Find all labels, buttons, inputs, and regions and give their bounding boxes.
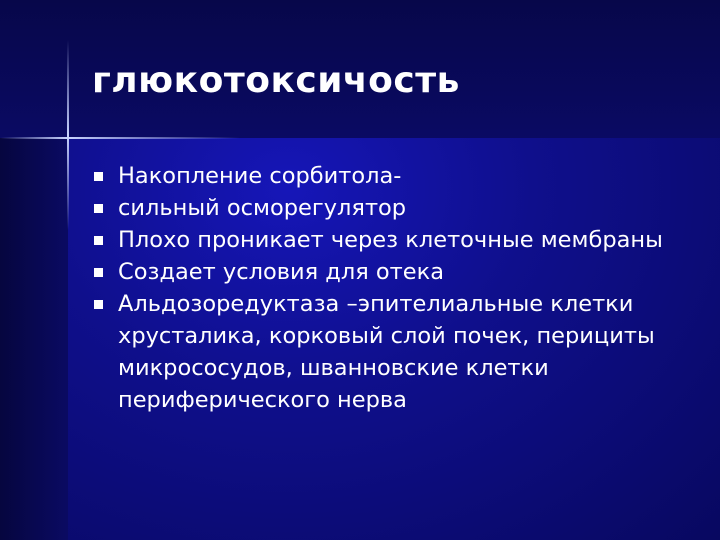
bullet-item bbox=[92, 224, 692, 256]
bullet-text: Накопление сорбитола- bbox=[118, 163, 402, 189]
slide-title: глюкотоксичость bbox=[92, 60, 460, 101]
bullet-item bbox=[92, 192, 692, 224]
bullet-text: Плохо проникает через клеточные мембраны bbox=[118, 227, 663, 253]
square-bullet-icon bbox=[94, 268, 103, 277]
bullet-text: Создает условия для отека bbox=[118, 259, 445, 285]
square-bullet-icon bbox=[94, 236, 103, 245]
square-bullet-icon bbox=[94, 172, 103, 181]
left-band bbox=[0, 138, 68, 540]
bullet-text: Альдозоредуктаза –эпителиальные клетки хрусталика, корковый слой почек, перициты микрососудов, шванновские клетки периферического нерва bbox=[118, 291, 655, 413]
square-bullet-icon bbox=[94, 300, 103, 309]
bullet-list bbox=[92, 160, 692, 416]
bullet-item bbox=[92, 288, 692, 416]
bullet-text: сильный осморегулятор bbox=[118, 195, 407, 221]
bullet-item bbox=[92, 256, 692, 288]
bullet-item bbox=[92, 160, 692, 192]
square-bullet-icon bbox=[94, 204, 103, 213]
cross-decoration-vertical bbox=[67, 40, 69, 230]
cross-decoration-horizontal bbox=[0, 137, 240, 139]
